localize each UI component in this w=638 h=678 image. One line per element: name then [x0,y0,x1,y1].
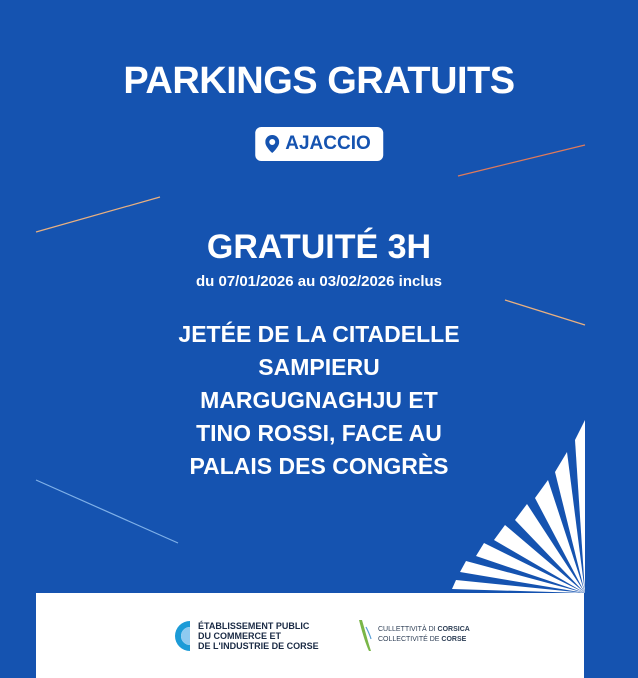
collectivite-de-corse-logo [358,617,470,653]
cci-emblem-icon [170,619,192,653]
decorative-line-bottom-left [36,480,178,543]
location-badge [255,127,383,161]
place-line: TINO ROSSI, FACE AU [196,420,442,446]
decorative-line-left [36,197,160,232]
location-label: AJACCIO [285,133,371,154]
cci-logo-text [198,621,319,651]
footer-logos [36,593,584,678]
decorative-line-top-right [458,145,585,176]
place-line: SAMPIERU [258,354,380,380]
cdc-emblem-icon [358,617,374,653]
place-line: MARGUGNAGHJU ET [200,387,438,413]
place-line: JETÉE DE LA CITADELLE [178,321,460,347]
place-line: PALAIS DES CONGRÈS [189,453,449,479]
places-list [0,318,638,483]
offer-dates: du 07/01/2026 au 03/02/2026 inclus [196,273,442,290]
cci-logo-line: DE L'INDUSTRIE DE CORSE [198,641,319,651]
cdc-logo-name: CORSICA [437,626,470,633]
offer-headline: GRATUITÉ 3H [206,228,432,266]
cdc-logo-prefix: CULLETTIVITÀ DI [378,626,436,633]
cci-logo-line: DU COMMERCE ET [198,631,281,641]
cci-logo-line: ÉTABLISSEMENT PUBLIC [198,621,310,631]
cdc-logo-text [378,625,470,645]
cci-logo [170,619,319,653]
location-pin-icon [265,135,279,153]
cdc-logo-name: CORSE [441,636,467,643]
cdc-logo-prefix: COLLECTIVITÉ DE [378,636,440,643]
page-title: PARKINGS GRATUITS [123,60,515,102]
